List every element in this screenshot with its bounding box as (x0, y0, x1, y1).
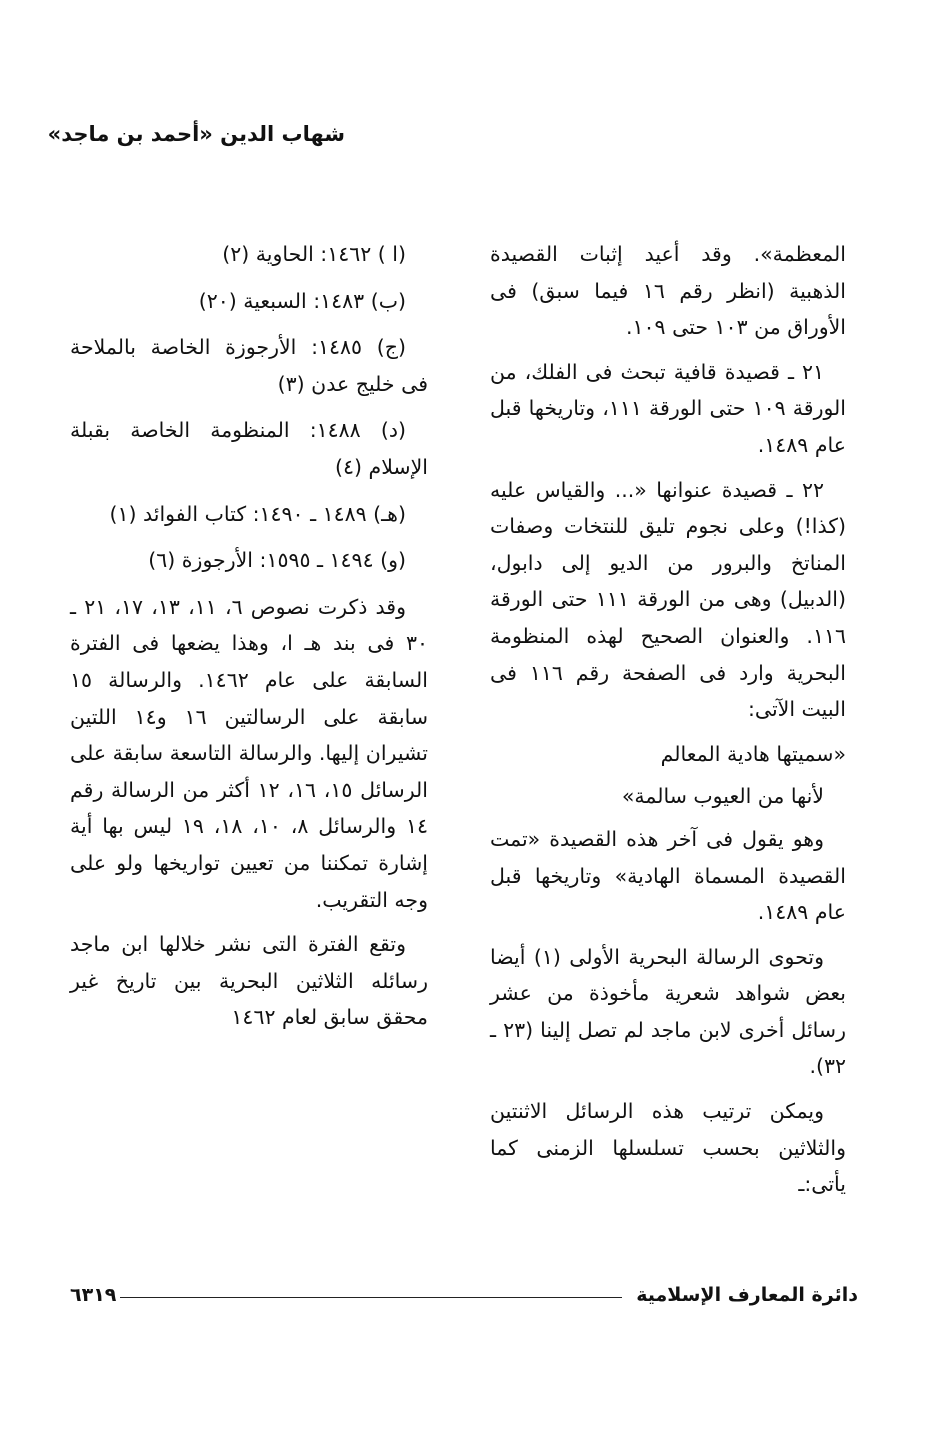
publication-title: دائرة المعارف الإسلامية (636, 1284, 858, 1306)
page-footer (70, 1280, 858, 1310)
verse-line: لأنها من العيوب سالمة» (621, 784, 824, 809)
footer-rule (120, 1297, 622, 1298)
chronology-item: (ا ) ١٤٦٢: الحاوية (٢) (222, 242, 406, 266)
left-column (70, 236, 428, 1044)
chronology-item: (هـ) ١٤٨٩ ـ ١٤٩٠: كتاب الفوائد (١) (109, 501, 406, 526)
verse-line: «سميتها هادية المعالم (660, 741, 846, 766)
paragraph-text: ٢٢ ـ قصيدة عنوانها «... والقياس عليه (كذا!) وعلى نجوم تليق للنتخات وصفات المناتخ والبرور من الديو إلى دابول، (الدبيل) وهى من الورقة ١١١ حتى الورقة ١١٦. والعنوان الصحيح لهذه المنظومة البحرية وارد فى الصفحة رقم ١١٦ فى البيت الآتى: (490, 477, 846, 722)
chronology-item: (و) ١٤٩٤ ـ ١٥٩٥: الأرجوزة (٦) (148, 548, 406, 573)
right-column (490, 236, 846, 1211)
chronology-item: (ب) ١٤٨٣: السبعية (٢٠) (198, 288, 406, 313)
paragraph-text: وقد ذكرت نصوص ٦، ١١، ١٣، ١٧، ٢١ ـ ٣٠ فى بند هـ ا، وهذا يضعها فى الفترة السابقة على عام ١٤٦٢. والرسالة ١٥ سابقة على الرسالتين ١٦ و١٤ اللتين تشيران إليها. والرسالة التاسعة سابقة على الرسائل ١٥، ١٦، ١٢ أكثر من الرسالة رقم ١٤ والرسائل ٨، ١٠، ١٨، ١٩ ليس بها أية إشارة تمكننا من تعيين تواريخها ولو على وجه التقريب. (70, 594, 428, 912)
paragraph-text: ٢١ ـ قصيدة قافية تبحث فى الفلك، من الورقة ١٠٩ حتى الورقة ١١١، وتاريخها قبل عام ١٤٨٩. (490, 359, 846, 457)
running-head-title: شهاب الدين «أحمد بن ماجد» (47, 122, 345, 146)
paragraph-text: المعظمة». وقد أعيد إثبات القصيدة الذهبية (انظر رقم ١٦ فيما سبق) فى الأوراق من ١٠٣ حتى ١٠٩. (490, 242, 846, 340)
paragraph-text: وتقع الفترة التى نشر خلالها ابن ماجد رسائله الثلاثين البحرية بين تاريخ غير محقق سابق لعام ١٤٦٢ (70, 932, 428, 1030)
page-number: ٦٣١٩ (70, 1284, 117, 1306)
paragraph-text: ويمكن ترتيب هذه الرسائل الاثنتين والثلاثين بحسب تسلسلها الزمنى كما يأتى:ـ (490, 1099, 846, 1197)
chronology-item: (د) ١٤٨٨: المنظومة الخاصة بقبلة الإسلام (٤) (70, 418, 428, 479)
chronology-item: (ج) ١٤٨٥: الأرجوزة الخاصة بالملاحة فى خليج عدن (٣) (70, 335, 428, 396)
paragraph-text: وهو يقول فى آخر هذه القصيدة «تمت القصيدة المسماة الهادية» وتاريخها قبل عام ١٤٨٩. (490, 826, 846, 925)
paragraph-text: وتحوى الرسالة البحرية الأولى (١) أيضا بعض شواهد شعرية مأخوذة من عشر رسائل أخرى لابن ماجد لم تصل إلينا (٢٣ ـ ٣٢). (490, 944, 846, 1079)
